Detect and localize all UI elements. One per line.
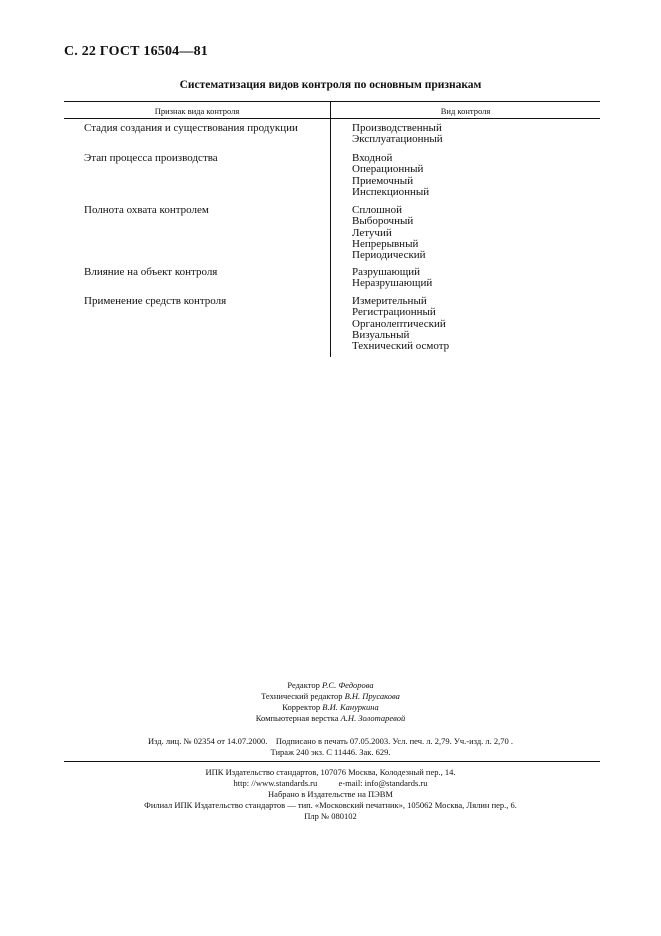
credit-name: В.И. Кануркина <box>322 702 379 712</box>
plr-line: Плр № 080102 <box>304 811 357 821</box>
publisher-line: ИПК Издательство стандартов, 107076 Москва, Колодезный пер., 14. <box>205 767 456 777</box>
credit-tech-editor <box>0 691 661 701</box>
table-title: Систематизация видов контроля по основным признакам <box>179 79 482 91</box>
kind-item: Визуальный <box>352 328 410 341</box>
credit-name: А.Н. Золотаревой <box>340 713 406 723</box>
credit-corrector <box>0 702 661 712</box>
row-kinds <box>352 153 592 198</box>
kind-item: Эксплуатационный <box>352 133 443 146</box>
kind-item: Разрушающий <box>352 266 421 278</box>
kind-item: Приемочный <box>352 174 414 187</box>
imprint-rule <box>64 761 600 762</box>
table-top-rule <box>64 101 600 102</box>
credit-label: Корректор <box>282 702 321 712</box>
kind-item: Летучий <box>352 226 392 239</box>
row-feature: Стадия создания и существования продукции <box>84 122 298 134</box>
kind-item: Производственный <box>352 122 442 134</box>
kind-item: Неразрушающий <box>352 277 433 290</box>
page-header: С. 22 ГОСТ 16504—81 <box>64 44 208 59</box>
typeset-line: Набрано в Издательстве на ПЭВМ <box>268 789 393 799</box>
column-divider <box>330 101 331 357</box>
kind-item: Операционный <box>352 163 424 176</box>
kind-item: Измерительный <box>352 295 427 307</box>
kind-item: Технический осмотр <box>352 340 450 353</box>
print-run-line: Тираж 240 экз. С 11446. Зак. 629. <box>270 747 391 757</box>
row-feature: Влияние на объект контроля <box>84 266 218 278</box>
kind-item: Непрерывный <box>352 237 419 250</box>
kind-item: Инспекционный <box>352 185 430 198</box>
branch-line: Филиал ИПК Издательство стандартов — тип. «Московский печатник», 105062 Москва, Лялин пер., 6. <box>144 800 517 810</box>
credit-label: Технический редактор <box>261 691 343 701</box>
kind-item: Входной <box>352 152 393 164</box>
kind-item: Регистрационный <box>352 306 436 319</box>
credit-label: Редактор <box>287 680 320 690</box>
license-line: Изд. лиц. № 02354 от 14.07.2000. Подписано в печать 07.05.2003. Усл. печ. л. 2,79. Уч.-изд. л. 2,70 . <box>147 736 514 746</box>
credit-name: Р.С. Федорова <box>321 680 374 690</box>
column-header-feature: Признак вида контроля <box>154 106 240 116</box>
kind-item: Сплошной <box>352 204 402 216</box>
credit-layout <box>0 713 661 723</box>
row-kinds <box>352 123 592 146</box>
row-kinds <box>352 205 592 261</box>
table-header-rule <box>64 118 600 119</box>
kind-item: Периодический <box>352 249 426 262</box>
credit-label: Компьютерная верстка <box>255 713 339 723</box>
web-contacts-line: http: //www.standards.ru e-mail: info@standards.ru <box>233 778 428 788</box>
row-kinds <box>352 296 592 352</box>
kind-item: Органолептический <box>352 317 446 330</box>
column-header-kind: Вид контроля <box>440 106 491 116</box>
control-types-table <box>64 101 600 357</box>
credit-editor <box>0 680 661 690</box>
kind-item: Выборочный <box>352 215 414 228</box>
row-feature: Применение средств контроля <box>84 295 227 307</box>
row-kinds <box>352 267 592 290</box>
row-feature: Этап процесса производства <box>84 152 218 164</box>
credit-name: В.Н. Прусакова <box>344 691 400 701</box>
row-feature: Полнота охвата контролем <box>84 204 209 216</box>
